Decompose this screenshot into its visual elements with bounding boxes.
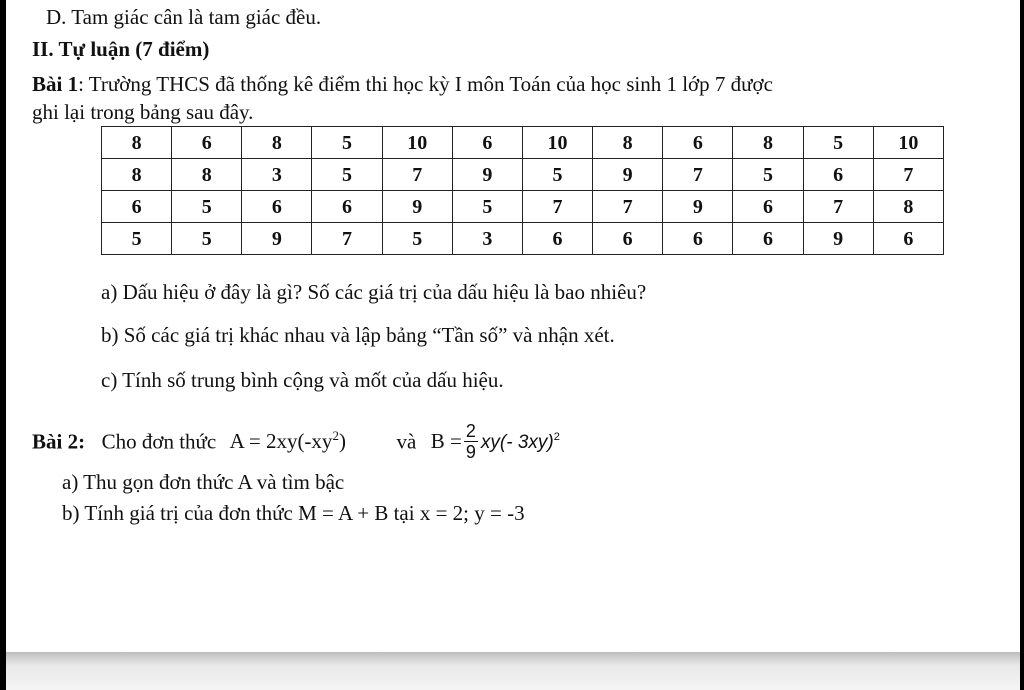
expr-a (230, 429, 346, 453)
left-screen-edge (0, 0, 6, 690)
section-title: II. Tự luận (7 điểm) (32, 37, 210, 61)
table-cell: 5 (522, 159, 592, 191)
table-cell: 5 (803, 127, 873, 159)
option-d-text: D. Tam giác cân là tam giác đều. (46, 5, 322, 29)
table-row (102, 191, 944, 223)
expr-b (430, 421, 560, 462)
table-cell: 8 (172, 159, 242, 191)
expr-a-exponent: 2 (332, 428, 339, 444)
bai1-intro-text: : Trường THCS đã thống kê điểm thi học kỳ I môn Toán của học sinh 1 lớp 7 được (78, 72, 773, 96)
table-row (102, 159, 944, 191)
table-cell: 8 (242, 127, 312, 159)
table-cell: 7 (803, 191, 873, 223)
table-cell: 5 (172, 191, 242, 223)
fraction-two-ninths (464, 422, 478, 461)
table-row (102, 223, 944, 255)
table-cell: 7 (663, 159, 733, 191)
table-cell: 9 (663, 191, 733, 223)
table-cell: 7 (312, 223, 382, 255)
bai1-intro-line1 (32, 72, 773, 96)
expr-b-exponent: 2 (553, 431, 560, 444)
table-cell: 5 (733, 159, 803, 191)
table-cell: 6 (102, 191, 172, 223)
table-cell: 7 (382, 159, 452, 191)
table-cell: 8 (873, 191, 943, 223)
bai1-question-a: a) Dấu hiệu ở đây là gì? Số các giá trị của dấu hiệu là bao nhiêu? (101, 280, 647, 304)
table-cell: 5 (102, 223, 172, 255)
fraction-numerator: 2 (465, 421, 476, 441)
table-cell: 6 (172, 127, 242, 159)
scores-table (101, 126, 944, 255)
bai1-intro-line2: ghi lại trong bảng sau đây. (32, 100, 254, 124)
table-cell: 3 (242, 159, 312, 191)
table-cell: 3 (452, 223, 522, 255)
bottom-shadow-band (6, 652, 1020, 690)
table-cell: 6 (242, 191, 312, 223)
table-cell: 5 (312, 127, 382, 159)
table-cell: 10 (522, 127, 592, 159)
table-cell: 8 (593, 127, 663, 159)
table-cell: 8 (733, 127, 803, 159)
expr-a-close: ) (338, 429, 346, 454)
bai2-question-a: a) Thu gọn đơn thức A và tìm bậc (62, 470, 345, 494)
bai2-label: Bài 2: (32, 429, 86, 454)
bai1-question-c: c) Tính số trung bình cộng và mốt của dấu hiệu. (101, 368, 504, 392)
table-cell: 7 (873, 159, 943, 191)
table-cell: 8 (102, 159, 172, 191)
bai2-intro: Cho đơn thức (101, 429, 217, 454)
table-cell: 6 (663, 223, 733, 255)
table-cell: 5 (452, 191, 522, 223)
table-cell: 8 (102, 127, 172, 159)
table-cell: 10 (382, 127, 452, 159)
table-cell: 5 (382, 223, 452, 255)
bai1-label: Bài 1 (32, 72, 79, 96)
right-screen-edge (1020, 0, 1024, 690)
table-cell: 6 (733, 223, 803, 255)
table-cell: 6 (873, 223, 943, 255)
bai2-question-b: b) Tính giá trị của đơn thức M = A + B tại x = 2; y = -3 (62, 501, 525, 525)
table-cell: 7 (522, 191, 592, 223)
table-cell: 6 (733, 191, 803, 223)
table-cell: 7 (593, 191, 663, 223)
expr-a-body: A = 2xy(-xy (229, 429, 333, 454)
table-cell: 10 (873, 127, 943, 159)
expr-b-body: xy(- 3xy) (480, 432, 554, 454)
table-cell: 6 (312, 191, 382, 223)
table-cell: 5 (172, 223, 242, 255)
table-cell: 5 (312, 159, 382, 191)
expr-b-lhs: B = (430, 429, 462, 454)
table-cell: 6 (522, 223, 592, 255)
and-word: và (396, 429, 417, 454)
table-cell: 9 (803, 223, 873, 255)
table-cell: 6 (593, 223, 663, 255)
table-cell: 6 (803, 159, 873, 191)
fraction-denominator: 9 (465, 442, 476, 462)
table-cell: 6 (452, 127, 522, 159)
bai1-question-b: b) Số các giá trị khác nhau và lập bảng “Tần số” và nhận xét. (101, 323, 615, 347)
table-cell: 6 (663, 127, 733, 159)
table-cell: 9 (593, 159, 663, 191)
bai2-statement (32, 421, 560, 463)
table-cell: 9 (382, 191, 452, 223)
table-cell: 9 (452, 159, 522, 191)
table-cell: 9 (242, 223, 312, 255)
table-row (102, 127, 944, 159)
